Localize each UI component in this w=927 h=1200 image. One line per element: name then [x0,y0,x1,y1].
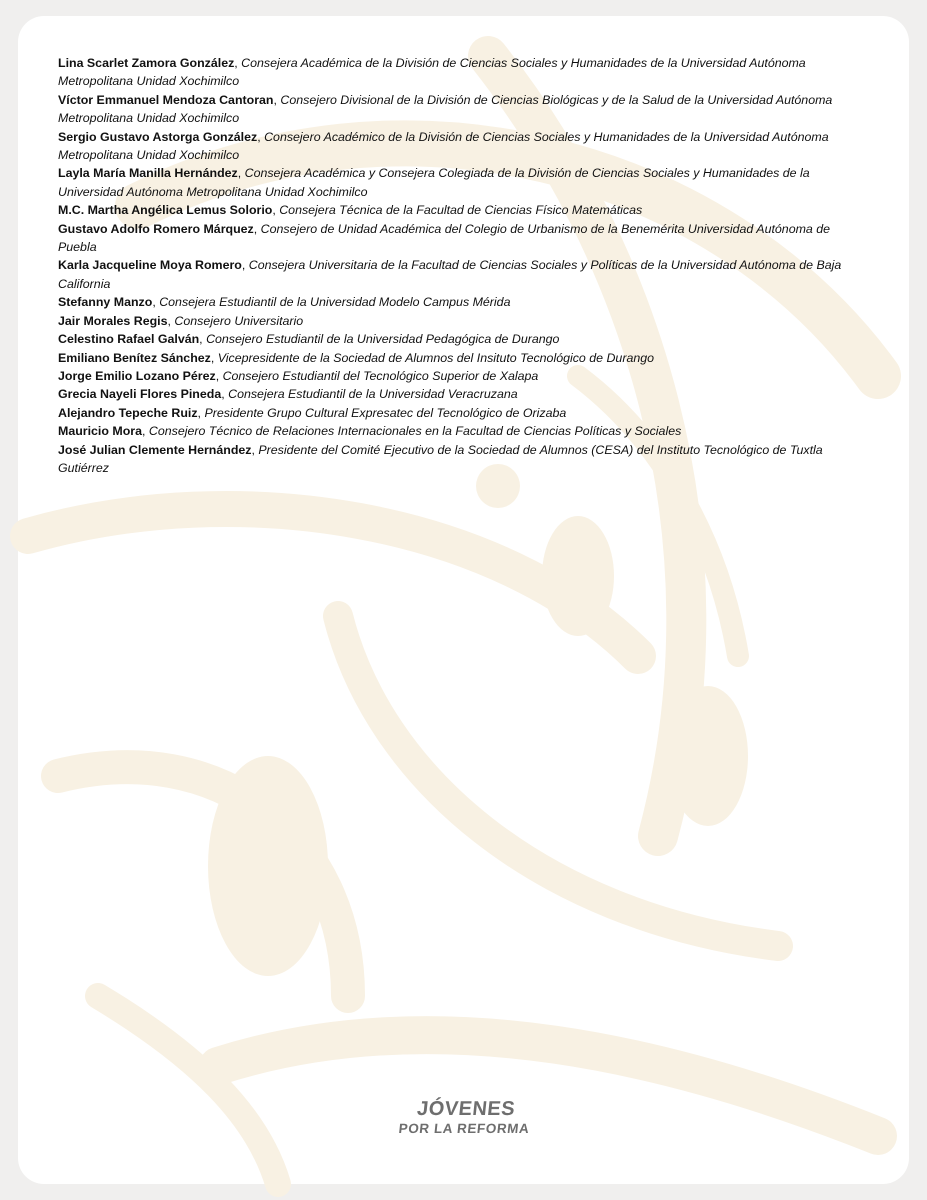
participant-name: Layla María Manilla Hernández [58,166,238,181]
list-item [58,220,870,257]
participant-name: Lina Scarlet Zamora González [58,56,235,70]
list-item [58,367,870,385]
list-item [58,256,870,293]
participant-role: Consejero Estudiantil del Tecnológico Superior de Xalapa [222,368,539,383]
participant-role: Consejero de Unidad Académica del Colegio de Urbanismo de la Benemérita Universidad Autónoma de Puebla [58,221,831,255]
separator: , [257,129,265,144]
list-item [58,91,870,128]
list-item [58,404,870,422]
participant-name: M.C. Martha Angélica Lemus Solorio [58,203,273,218]
participant-role: Consejera Universitaria de la Facultad de Ciencias Sociales y Políticas de la Universidad Autónoma de Baja California [58,258,842,291]
participant-role: Vicepresidente de la Sociedad de Alumnos del Insituto Tecnológico de Durango [217,350,655,365]
list-item [58,441,870,478]
list-of-participants [58,54,870,477]
list-item [58,422,870,440]
logo-line-1: JÓVENES [415,1098,517,1120]
separator: , [237,166,245,181]
participant-role: Consejero Universitario [174,313,304,328]
separator: , [199,332,207,347]
participant-name: Emiliano Benítez Sánchez [58,350,211,365]
participant-name: Karla Jacqueline Moya Romero [58,258,242,273]
separator: , [210,350,218,365]
participant-name: Víctor Emmanuel Mendoza Cantoran [58,92,274,107]
logo-line-2: POR LA REFORMA [397,1121,531,1136]
list-item [58,128,870,165]
participant-role: Consejero Académico de la División de Ciencias Sociales y Humanidades de la Universidad Autónoma Metropolitana Unidad Xochimilco [58,129,829,163]
separator: , [142,424,149,439]
separator: , [152,295,160,310]
jovenes-por-la-reforma-logo [397,1091,531,1141]
list-item [58,349,870,367]
participant-name: Jorge Emilio Lozano Pérez [58,368,216,383]
participant-role: Presidente del Comité Ejecutivo de la Sociedad de Alumnos (CESA) del Instituto Tecnológico de Tuxtla Gutiérrez [58,442,823,475]
participant-role: Consejera Técnica de la Facultad de Ciencias Físico Matemáticas [279,203,643,218]
participant-name: Alejandro Tepeche Ruiz [58,405,198,420]
separator: , [234,56,242,70]
participant-role: Consejera Académica de la División de Ciencias Sociales y Humanidades de la Universidad Autónoma Metropolitana Unidad Xochimilco [58,56,806,89]
separator: , [273,92,281,107]
separator: , [241,258,249,273]
participant-role: Presidente Grupo Cultural Expresatec del Tecnológico de Orizaba [204,405,567,420]
list-item [58,54,870,91]
participant-name: Gustavo Adolfo Romero Márquez [58,221,254,236]
list-item [58,293,870,311]
participant-name: Sergio Gustavo Astorga González [58,129,258,144]
document-page [18,16,909,1184]
participant-name: Jair Morales Regis [58,313,168,328]
participant-role: Consejero Divisional de la División de Ciencias Biológicas y de la Salud de la Universidad Autónoma Metropolitana Unidad Xochimilco [58,92,833,126]
participant-role: Consejera Estudiantil de la Universidad Veracruzana [228,387,518,402]
separator: , [253,221,261,236]
list-item [58,312,870,330]
list-item [58,164,870,201]
participant-role: Consejera Académica y Consejera Colegiada de la División de Ciencias Sociales y Humanidades de la Universidad Autónoma Metropolitana Unidad Xochimilco [58,166,810,199]
participant-role: Consejero Técnico de Relaciones Internacionales en la Facultad de Ciencias Políticas y Sociales [148,424,682,439]
list-item [58,330,870,348]
participant-name: Stefanny Manzo [58,295,153,310]
separator: , [251,442,259,457]
list-item [58,201,870,219]
participant-name: Celestino Rafael Galván [58,332,200,347]
list-item [58,385,870,403]
participant-name: Grecia Nayeli Flores Pineda [58,387,222,402]
separator: , [197,405,205,420]
participant-role: Consejera Estudiantil de la Universidad Modelo Campus Mérida [159,295,511,310]
participant-name: José Julian Clemente Hernández [58,442,252,457]
participant-role: Consejero Estudiantil de la Universidad Pedagógica de Durango [206,332,560,347]
separator: , [167,313,175,328]
separator: , [215,368,223,383]
separator: , [221,387,229,402]
separator: , [272,203,280,218]
participant-name: Mauricio Mora [58,424,142,439]
